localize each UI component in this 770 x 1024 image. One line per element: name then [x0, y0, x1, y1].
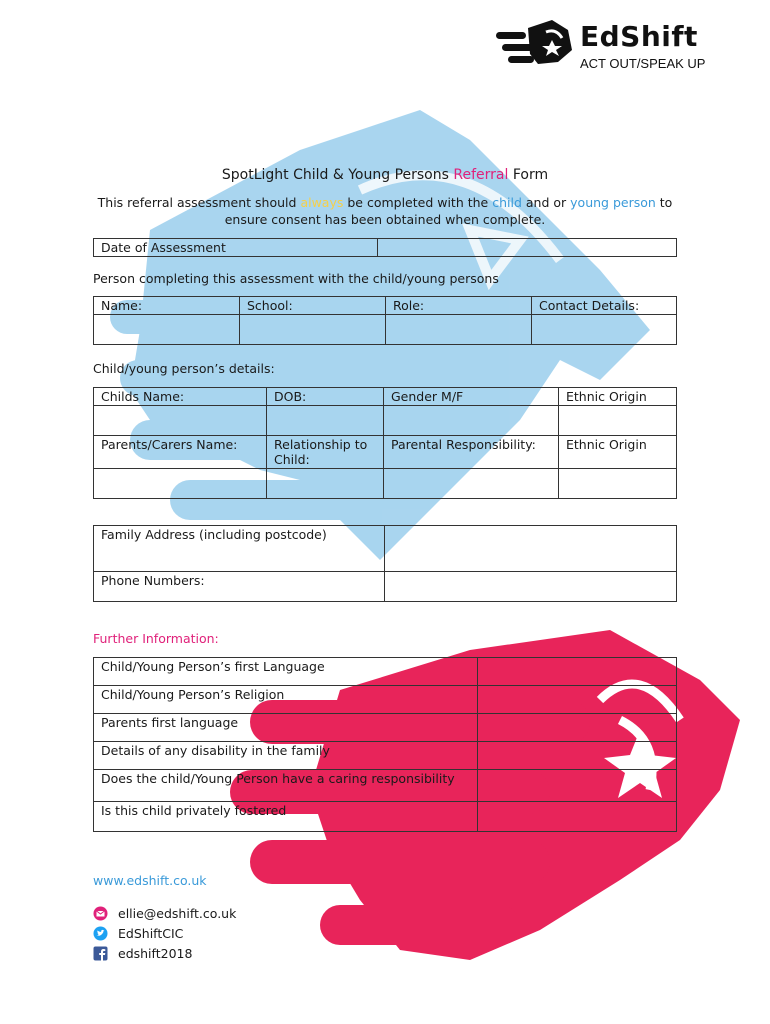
phone-numbers-label: Phone Numbers:: [94, 572, 385, 602]
phone-numbers-field[interactable]: [385, 572, 677, 602]
first-language-label: Child/Young Person’s first Language: [94, 658, 478, 686]
parental-responsibility-field[interactable]: [384, 469, 559, 499]
parents-language-field[interactable]: [478, 714, 677, 742]
childs-name-header: Childs Name:: [94, 388, 267, 406]
completer-name-field[interactable]: [94, 315, 240, 345]
assessment-date-label: Date of Assessment: [94, 239, 378, 257]
family-address-label: Family Address (including postcode): [94, 526, 385, 572]
completer-role-field[interactable]: [386, 315, 532, 345]
parent-ethnic-origin-header: Ethnic Origin: [559, 436, 677, 469]
intro-segment: and or: [521, 195, 571, 210]
intro-segment: This referral assessment should: [97, 195, 301, 210]
child-details-heading: Child/young person’s details:: [93, 361, 275, 376]
privately-fostered-field[interactable]: [478, 802, 677, 832]
intro-young-person: young person: [570, 195, 656, 210]
further-info-heading: Further Information:: [93, 631, 219, 646]
title-part1: SpotLight Child & Young Persons: [221, 167, 454, 183]
dob-field[interactable]: [267, 406, 384, 436]
privately-fostered-label: Is this child privately fostered: [94, 802, 478, 832]
completer-role-header: Role:: [386, 297, 532, 315]
twitter-icon: [93, 926, 108, 941]
website-link[interactable]: www.edshift.co.uk: [93, 873, 207, 888]
email-icon: [93, 906, 108, 921]
intro-text: [92, 194, 678, 228]
parents-carers-name-field[interactable]: [94, 469, 267, 499]
completer-school-field[interactable]: [240, 315, 386, 345]
completer-heading: Person completing this assessment with the child/young persons: [93, 271, 499, 286]
disability-field[interactable]: [478, 742, 677, 770]
email-contact[interactable]: [93, 906, 236, 921]
form-title: [0, 167, 770, 183]
email-text: ellie@edshift.co.uk: [118, 906, 237, 921]
edshift-logo: [494, 14, 734, 74]
parent-ethnic-origin-field[interactable]: [559, 469, 677, 499]
completer-name-header: Name:: [94, 297, 240, 315]
relationship-header: Relationship to Child:: [267, 436, 384, 469]
parents-carers-name-header: Parents/Carers Name:: [94, 436, 267, 469]
intro-segment: be completed with the: [343, 195, 493, 210]
assessment-date-table: [93, 238, 677, 257]
completer-contact-field[interactable]: [532, 315, 677, 345]
caring-responsibility-field[interactable]: [478, 770, 677, 802]
parents-language-label: Parents first language: [94, 714, 478, 742]
twitter-handle: EdShiftCIC: [118, 926, 184, 941]
edshift-logo-icon: [494, 14, 580, 74]
dob-header: DOB:: [267, 388, 384, 406]
child-details-table: [93, 387, 677, 499]
ethnic-origin-field[interactable]: [559, 406, 677, 436]
disability-label: Details of any disability in the family: [94, 742, 478, 770]
parental-responsibility-header: Parental Responsibility:: [384, 436, 559, 469]
family-address-field[interactable]: [385, 526, 677, 572]
religion-field[interactable]: [478, 686, 677, 714]
facebook-icon: [93, 946, 108, 961]
completer-school-header: School:: [240, 297, 386, 315]
relationship-field[interactable]: [267, 469, 384, 499]
twitter-contact[interactable]: [93, 926, 183, 941]
gender-header: Gender M/F: [384, 388, 559, 406]
first-language-field[interactable]: [478, 658, 677, 686]
brand-tagline: ACT OUT/SPEAK UP: [580, 56, 706, 71]
intro-segment: to ensure consent has been obtained when complete.: [224, 195, 673, 227]
ethnic-origin-header: Ethnic Origin: [559, 388, 677, 406]
address-table: [93, 525, 677, 602]
title-part2: Form: [508, 167, 549, 183]
facebook-handle: edshift2018: [118, 946, 193, 961]
religion-label: Child/Young Person’s Religion: [94, 686, 478, 714]
intro-always: always: [300, 195, 344, 210]
completer-table: [93, 296, 677, 345]
completer-contact-header: Contact Details:: [532, 297, 677, 315]
title-highlight: Referral: [453, 167, 509, 183]
caring-responsibility-label: Does the child/Young Person have a caring responsibility: [94, 770, 478, 802]
brand-name: EdShift: [580, 20, 698, 53]
assessment-date-field[interactable]: [378, 239, 677, 257]
childs-name-field[interactable]: [94, 406, 267, 436]
intro-child: child: [492, 195, 522, 210]
further-info-table: [93, 657, 677, 832]
facebook-contact[interactable]: [93, 946, 192, 961]
gender-field[interactable]: [384, 406, 559, 436]
